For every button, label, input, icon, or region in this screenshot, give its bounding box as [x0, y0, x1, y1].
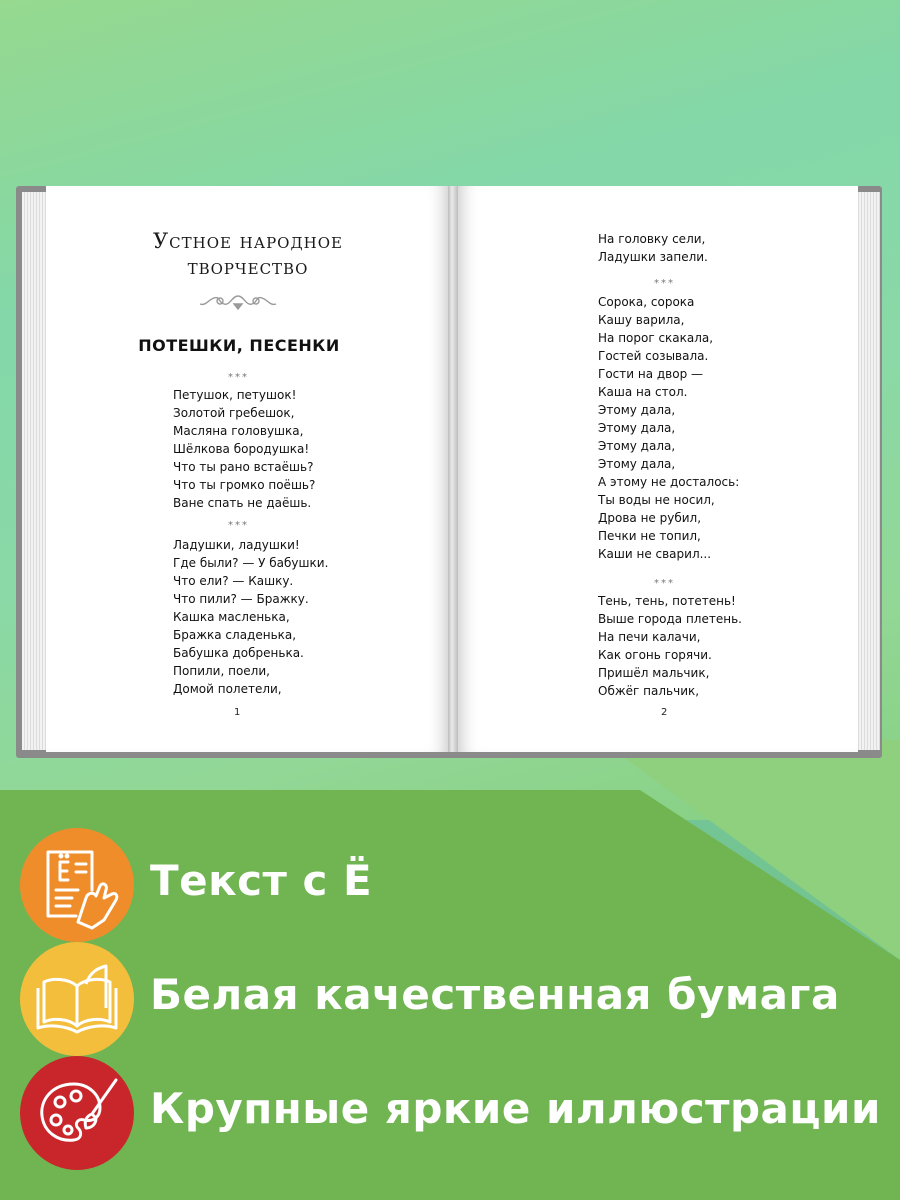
verse-line: Что пили? — Бражку. — [173, 592, 309, 606]
page-number-left: 1 — [234, 707, 241, 718]
verse-line: Тень, тень, потетень! — [598, 594, 736, 608]
open-book-icon — [20, 942, 134, 1056]
section-title-line1: Устное народное — [152, 229, 343, 253]
verse-separator: *** — [228, 372, 249, 383]
verse-line: Пришёл мальчик, — [598, 666, 710, 680]
verse-line: Что ты громко поёшь? — [173, 478, 316, 492]
verse-ladushki-end — [598, 230, 708, 266]
feature-yo-text — [18, 828, 898, 946]
verse-ten — [598, 592, 742, 700]
feature-white-paper — [18, 942, 898, 1060]
verse-line: А этому не досталось: — [598, 475, 740, 489]
verse-line: Печки не топил, — [598, 529, 701, 543]
feature-illustrations — [18, 1056, 898, 1174]
page-number-right: 2 — [661, 707, 668, 718]
verse-petushok — [173, 386, 315, 512]
verse-line: Масляна головушка, — [173, 424, 304, 438]
verse-line: Ты воды не носил, — [598, 493, 715, 507]
verse-line: Сорока, сорока — [598, 295, 695, 309]
verse-line: На печи калачи, — [598, 630, 701, 644]
verse-line: Ване спать не даёшь. — [173, 496, 312, 510]
section-title-line2: творчество — [187, 255, 309, 279]
verse-line: Кашу варила, — [598, 313, 685, 327]
page-edges-left — [22, 192, 46, 750]
verse-ladushki — [173, 536, 328, 698]
verse-line: Гости на двор — — [598, 367, 704, 381]
verse-line: На головку сели, — [598, 232, 706, 246]
verse-line: Этому дала, — [598, 457, 676, 471]
verse-line: Попили, поели, — [173, 664, 270, 678]
flourish-ornament-icon — [196, 292, 280, 312]
verse-line: Бражка сладенька, — [173, 628, 297, 642]
verse-line: Как огонь горячи. — [598, 648, 712, 662]
verse-line: Золотой гребешок, — [173, 406, 295, 420]
verse-line: Обжёг пальчик, — [598, 684, 700, 698]
verse-line: Выше города плетень. — [598, 612, 742, 626]
verse-line: Домой полетели, — [173, 682, 282, 696]
verse-line: Ладушки запели. — [598, 250, 708, 264]
verse-line: Гостей созывала. — [598, 349, 709, 363]
verse-line: Дрова не рубил, — [598, 511, 702, 525]
page-edges-right — [858, 192, 880, 750]
verse-line: Этому дала, — [598, 439, 676, 453]
feature-label: Белая качественная бумага — [150, 970, 840, 1019]
verse-line: Кашка масленька, — [173, 610, 290, 624]
verse-line: Что ели? — Кашку. — [173, 574, 294, 588]
verse-line: Каша на стол. — [598, 385, 688, 399]
verse-line: Что ты рано встаёшь? — [173, 460, 314, 474]
feature-label: Текст с Ё — [150, 856, 373, 905]
verse-line: Этому дала, — [598, 403, 676, 417]
verse-line: Где были? — У бабушки. — [173, 556, 329, 570]
verse-separator: *** — [228, 520, 249, 531]
verse-line: Бабушка добренька. — [173, 646, 304, 660]
verse-line: Петушок, петушок! — [173, 388, 297, 402]
document-hand-icon — [20, 828, 134, 942]
section-title — [46, 228, 450, 280]
verse-separator: *** — [654, 578, 675, 589]
verse-line: Шёлкова бородушка! — [173, 442, 310, 456]
verse-line: Этому дала, — [598, 421, 676, 435]
verse-line: Каши не сварил... — [598, 547, 712, 561]
verse-line: Ладушки, ладушки! — [173, 538, 300, 552]
verse-line: На порог скакала, — [598, 331, 714, 345]
verse-separator: *** — [654, 278, 675, 289]
chapter-title: ПОТЕШКИ, ПЕСЕНКИ — [138, 336, 340, 355]
palette-brush-icon — [20, 1056, 134, 1170]
feature-label: Крупные яркие иллюстрации — [150, 1084, 881, 1133]
verse-soroka — [598, 293, 739, 563]
